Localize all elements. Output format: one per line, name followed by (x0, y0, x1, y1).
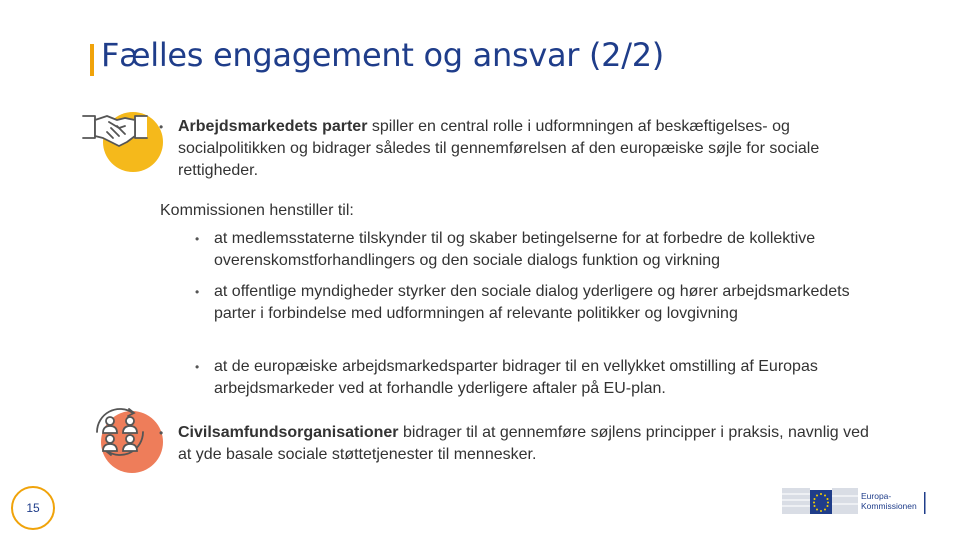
civil-society-bold: Civilsamfundsorganisationer (178, 424, 399, 441)
bullet-marker: • (195, 360, 200, 374)
sub-bullet-text: at de europæiske arbejdsmarkedsparter bidrager til en vellykket omstilling af Europas arbejdsmarkeder ved at forhandle yderligere aftaler på EU-plan. (214, 358, 818, 397)
sub-bullet-2 (195, 281, 874, 325)
sub-bullet-3 (195, 356, 874, 400)
sub-bullet-1 (195, 228, 874, 272)
civil-society-text: bidrager til at gennemføre søjlens principper i praksis, navnlig ved at yde basale sociale støttetjenester til mennesker. (178, 424, 869, 463)
social-partners-text: spiller en central rolle i udformningen af beskæftigelses- og socialpolitikken og bidrager således til gennemførelsen af den europæiske søjle for sociale rettigheder. (178, 118, 820, 179)
bullet-social-partners (159, 116, 878, 182)
logo-text (861, 491, 917, 511)
bullet-marker: • (195, 232, 200, 246)
bullet-marker: • (159, 120, 164, 134)
bullet-marker: • (159, 426, 164, 440)
handshake-icon (103, 112, 163, 172)
sub-bullet-text: at medlemsstaterne tilskynder til og skaber betingelserne for at forbedre de kollektive overenskomstforhandlingers og den sociale dialogs funktion og virkning (214, 230, 816, 269)
recommendations-lead: Kommissionen henstiller til: (160, 202, 354, 219)
sub-bullet-text: at offentlige myndigheder styrker den sociale dialog yderligere og hører arbejdsmarkedets parter i forbindelse med udformningen af relevante politikker og lovgivning (214, 283, 850, 322)
bullet-marker: • (195, 285, 200, 299)
social-partners-bold: Arbejdsmarkedets parter (178, 118, 368, 135)
title-accent-bar (90, 44, 94, 76)
eu-commission-logo (782, 484, 928, 520)
bullet-civil-society (159, 422, 878, 466)
slide-title: Fælles engagement og ansvar (2/2) (101, 36, 664, 74)
people-cycle-icon (101, 411, 163, 473)
logo-line-2: Kommissionen (861, 501, 917, 511)
page-number: 15 (11, 486, 55, 530)
logo-line-1: Europa- (861, 491, 892, 501)
